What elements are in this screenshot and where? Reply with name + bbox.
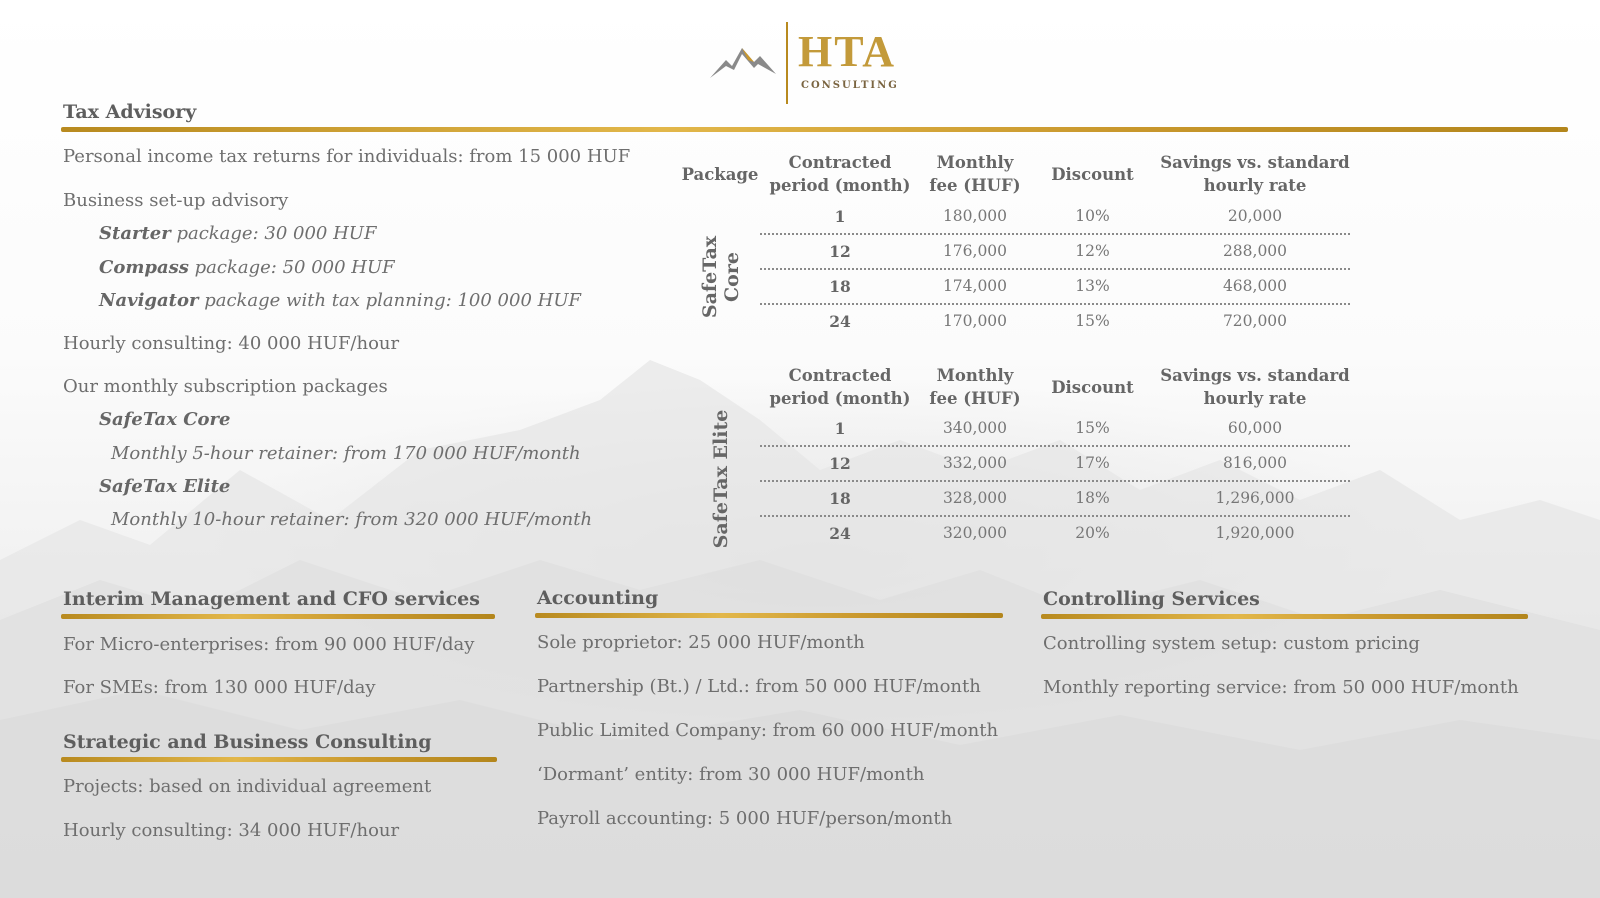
elite-row-divider: [760, 515, 1350, 517]
elite-row2-discount: 17%: [1075, 454, 1110, 472]
core-fee-header-line1: Monthly: [936, 153, 1014, 172]
safetax-elite-desc: Monthly 10-hour retainer: from 320 000 HUF/month: [111, 509, 593, 530]
controlling-item-reporting: Monthly reporting service: from 50 000 HUF/month: [1043, 677, 1519, 698]
elite-row3-savings: 1,296,000: [1215, 489, 1295, 507]
core-row1-discount: 10%: [1075, 207, 1110, 225]
elite-row1-fee: 340,000: [942, 419, 1008, 437]
strategic-heading: Strategic and Business Consulting: [63, 731, 432, 753]
elite-period-header-line2: period (month): [769, 389, 911, 408]
package-header: Package: [681, 165, 759, 184]
starter-package: [99, 223, 376, 244]
safetax-core-name: SafeTax Core: [99, 409, 231, 430]
core-row2-fee: 176,000: [942, 242, 1008, 260]
elite-row3-fee: 328,000: [942, 489, 1008, 507]
interim-heading: Interim Management and CFO services: [63, 588, 480, 610]
core-fee-header: [920, 151, 1030, 197]
core-row1-fee: 180,000: [942, 207, 1008, 225]
safetax-elite-label: SafeTax Elite: [710, 409, 732, 549]
controlling-heading: Controlling Services: [1043, 588, 1260, 610]
elite-savings-header-line2: hourly rate: [1203, 389, 1307, 408]
mountain-logo-icon: [708, 40, 778, 82]
core-row3-period: 18: [829, 277, 851, 296]
personal-tax-item: Personal income tax returns for individuals: from 15 000 HUF: [63, 146, 631, 167]
tax-advisory-heading: Tax Advisory: [63, 101, 197, 123]
safetax-core-label: SafeTax Core: [699, 235, 743, 319]
controlling-item-setup: Controlling system setup: custom pricing: [1043, 633, 1420, 654]
safetax-core-desc: Monthly 5-hour retainer: from 170 000 HUF/month: [111, 443, 581, 464]
elite-row2-savings: 816,000: [1222, 454, 1288, 472]
core-savings-header-line2: hourly rate: [1203, 176, 1307, 195]
elite-row4-fee: 320,000: [942, 524, 1008, 542]
elite-period-header-line1: Contracted: [788, 366, 892, 385]
core-row3-discount: 13%: [1075, 277, 1110, 295]
core-row2-savings: 288,000: [1222, 242, 1288, 260]
core-fee-header-line2: fee (HUF): [929, 176, 1021, 195]
elite-row2-period: 12: [829, 454, 851, 473]
starter-package-price: package: 30 000 HUF: [170, 223, 377, 244]
elite-savings-header: [1155, 364, 1355, 410]
elite-fee-header-line2: fee (HUF): [929, 389, 1021, 408]
core-row-divider: [760, 268, 1350, 270]
strategic-item-hourly: Hourly consulting: 34 000 HUF/hour: [63, 820, 400, 841]
core-row3-savings: 468,000: [1222, 277, 1288, 295]
core-period-header: [762, 151, 918, 197]
setup-advisory-item: Business set-up advisory: [63, 190, 289, 211]
accounting-item-partnership: Partnership (Bt.) / Ltd.: from 50 000 HUF/month: [537, 676, 981, 697]
elite-row2-fee: 332,000: [942, 454, 1008, 472]
subscriptions-item: Our monthly subscription packages: [63, 376, 388, 397]
elite-row1-discount: 15%: [1075, 419, 1110, 437]
starter-package-name: Starter: [99, 223, 171, 244]
accounting-item-plc: Public Limited Company: from 60 000 HUF/month: [537, 720, 999, 741]
accounting-divider: [535, 613, 1003, 618]
interim-item-micro: For Micro-enterprises: from 90 000 HUF/day: [63, 634, 475, 655]
navigator-package: [99, 290, 581, 311]
logo-divider: [786, 22, 788, 104]
elite-row1-savings: 60,000: [1227, 419, 1283, 437]
safetax-elite-name: SafeTax Elite: [99, 476, 231, 497]
elite-fee-header: [920, 364, 1030, 410]
core-discount-header: Discount: [1051, 165, 1134, 184]
interim-divider: [61, 614, 495, 619]
core-row2-discount: 12%: [1075, 242, 1110, 260]
core-row2-period: 12: [829, 242, 851, 261]
accounting-heading: Accounting: [537, 587, 659, 609]
compass-package-name: Compass: [99, 257, 189, 278]
core-row-divider: [760, 303, 1350, 305]
strategic-divider: [61, 757, 497, 762]
hourly-consulting-item: Hourly consulting: 40 000 HUF/hour: [63, 333, 400, 354]
core-row4-savings: 720,000: [1222, 312, 1288, 330]
core-row4-fee: 170,000: [942, 312, 1008, 330]
accounting-item-dormant: ‘Dormant’ entity: from 30 000 HUF/month: [537, 764, 925, 785]
core-period-header-line1: Contracted: [788, 153, 892, 172]
tax-advisory-divider: [61, 127, 1568, 132]
compass-package: [99, 257, 395, 278]
strategic-item-projects: Projects: based on individual agreement: [63, 776, 432, 797]
logo-subtitle: CONSULTING: [801, 80, 899, 91]
core-row4-period: 24: [829, 312, 851, 331]
accounting-item-payroll: Payroll accounting: 5 000 HUF/person/month: [537, 808, 953, 829]
elite-row-divider: [760, 445, 1350, 447]
interim-item-sme: For SMEs: from 130 000 HUF/day: [63, 677, 376, 698]
core-row-divider: [760, 233, 1350, 235]
accounting-item-sole: Sole proprietor: 25 000 HUF/month: [537, 632, 865, 653]
core-period-header-line2: period (month): [769, 176, 911, 195]
core-savings-header-line1: Savings vs. standard: [1160, 153, 1350, 172]
elite-savings-header-line1: Savings vs. standard: [1160, 366, 1350, 385]
navigator-package-price: package with tax planning: 100 000 HUF: [198, 290, 581, 311]
core-row1-period: 1: [834, 207, 846, 226]
logo-name: HTA: [798, 27, 897, 76]
elite-row4-period: 24: [829, 524, 851, 543]
core-row1-savings: 20,000: [1227, 207, 1283, 225]
elite-row3-period: 18: [829, 489, 851, 508]
elite-row4-savings: 1,920,000: [1215, 524, 1295, 542]
elite-row3-discount: 18%: [1075, 489, 1110, 507]
compass-package-price: package: 50 000 HUF: [188, 257, 395, 278]
controlling-divider: [1041, 614, 1528, 619]
elite-period-header: [762, 364, 918, 410]
core-row3-fee: 174,000: [942, 277, 1008, 295]
core-savings-header: [1155, 151, 1355, 197]
core-row4-discount: 15%: [1075, 312, 1110, 330]
elite-discount-header: Discount: [1051, 378, 1134, 397]
elite-fee-header-line1: Monthly: [936, 366, 1014, 385]
elite-row-divider: [760, 480, 1350, 482]
navigator-package-name: Navigator: [99, 290, 199, 311]
elite-row1-period: 1: [834, 419, 846, 438]
elite-row4-discount: 20%: [1075, 524, 1110, 542]
